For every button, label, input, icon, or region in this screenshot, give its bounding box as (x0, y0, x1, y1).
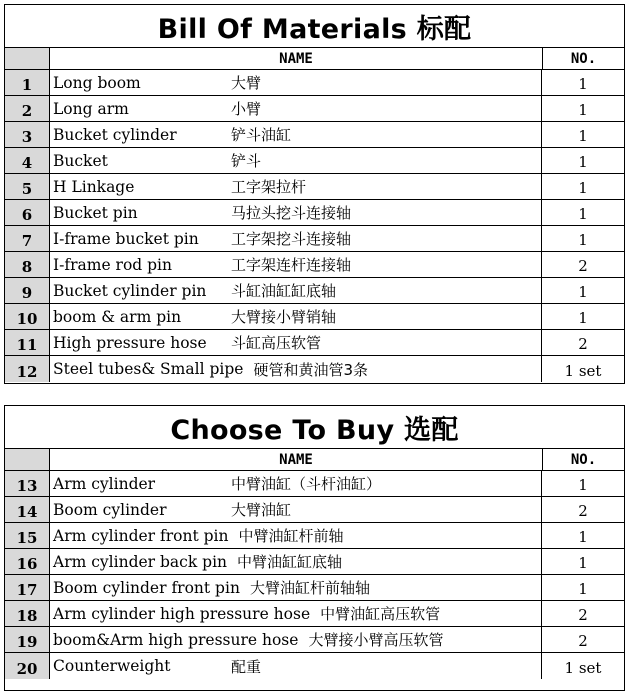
table-row (5, 471, 624, 497)
row-number: 18 (5, 601, 50, 626)
item-name-en: Counterweight (53, 657, 171, 675)
item-quantity: 1 (578, 127, 588, 145)
item-quantity: 1 (578, 101, 588, 119)
item-quantity: 1 set (564, 659, 602, 677)
choose-to-buy-table (4, 405, 625, 691)
item-quantity: 1 (578, 153, 588, 171)
item-name-en: boom&Arm high pressure hose (53, 630, 299, 649)
item-quantity: 1 (578, 554, 588, 572)
item-name-en: Arm cylinder high pressure hose (53, 604, 311, 623)
row-number: 10 (5, 304, 50, 329)
item-name (50, 523, 542, 548)
table-row (5, 523, 624, 549)
item-quantity: 2 (578, 335, 588, 353)
table-row (5, 497, 624, 523)
row-number: 11 (5, 330, 50, 355)
item-name-cn: 中臂油缸杆前轴 (238, 527, 344, 545)
row-number: 8 (5, 252, 50, 277)
item-name (50, 471, 542, 496)
item-name (50, 653, 542, 679)
table-row (5, 70, 624, 96)
table-row (5, 653, 624, 679)
table-row (5, 226, 624, 252)
item-name-en: Arm cylinder (53, 474, 156, 493)
item-name-cn: 大臂油缸 (231, 501, 292, 519)
item-name-cn: 中臂油缸（斗杆油缸） (231, 475, 382, 493)
item-name-cn: 斗缸油缸缸底轴 (231, 282, 337, 300)
item-name-en: Bucket cylinder pin (53, 281, 207, 300)
ctb-header-row (5, 449, 624, 471)
item-name-en: Boom cylinder (53, 500, 167, 519)
item-name-cn: 中臂油缸高压软管 (320, 605, 441, 623)
item-quantity: 1 (578, 205, 588, 223)
table-row (5, 96, 624, 122)
row-number: 13 (5, 471, 50, 496)
item-name (50, 70, 542, 95)
row-number: 9 (5, 278, 50, 303)
item-quantity: 1 (578, 283, 588, 301)
item-quantity: 2 (578, 502, 588, 520)
bom-title: Bill Of Materials 标配 (5, 5, 624, 48)
bom-rows (5, 70, 624, 382)
ctb-title: Choose To Buy 选配 (5, 406, 624, 449)
row-number: 16 (5, 549, 50, 574)
item-name-cn: 铲斗 (231, 152, 262, 170)
row-number: 7 (5, 226, 50, 251)
item-name-en: Bucket cylinder (53, 125, 177, 144)
item-name (50, 226, 542, 251)
row-number: 2 (5, 96, 50, 121)
item-name-cn: 工字架拉杆 (231, 178, 307, 196)
item-name-en: Long boom (53, 73, 141, 92)
table-row (5, 356, 624, 382)
row-number: 15 (5, 523, 50, 548)
item-name (50, 497, 542, 522)
item-name (50, 356, 542, 382)
item-name-en: Long arm (53, 99, 129, 118)
item-name-cn: 工字架连杆连接轴 (231, 256, 352, 274)
item-name-en: boom & arm pin (53, 307, 182, 326)
row-number: 6 (5, 200, 50, 225)
bom-header-name: NAME (50, 48, 543, 69)
item-name-cn: 斗缸高压软管 (231, 334, 322, 352)
item-name-cn: 大臂油缸杆前轴轴 (249, 579, 370, 597)
item-name (50, 252, 542, 277)
item-quantity: 2 (578, 257, 588, 275)
table-row (5, 148, 624, 174)
item-quantity: 2 (578, 632, 588, 650)
item-name-cn: 大臂 (231, 74, 262, 92)
item-name (50, 278, 542, 303)
item-name-cn: 小臂 (231, 100, 262, 118)
item-quantity: 1 (578, 476, 588, 494)
ctb-header-num-cell (5, 449, 50, 470)
item-quantity: 2 (578, 606, 588, 624)
item-name-cn: 硬管和黄油管3条 (253, 360, 368, 379)
item-name-cn: 配重 (231, 657, 262, 676)
item-quantity: 1 (578, 528, 588, 546)
bom-header-num-cell (5, 48, 50, 69)
item-name (50, 148, 542, 173)
table-row (5, 200, 624, 226)
item-name-en: Arm cylinder front pin (53, 526, 229, 545)
item-name (50, 601, 542, 626)
table-row (5, 278, 624, 304)
ctb-rows (5, 471, 624, 679)
row-number: 5 (5, 174, 50, 199)
item-name (50, 174, 542, 199)
row-number: 4 (5, 148, 50, 173)
item-name (50, 122, 542, 147)
table-row (5, 549, 624, 575)
bill-of-materials-table (4, 4, 625, 384)
item-name-cn: 中臂油缸缸底轴 (237, 553, 343, 571)
table-row (5, 122, 624, 148)
row-number: 20 (5, 653, 50, 679)
table-row (5, 601, 624, 627)
table-row (5, 304, 624, 330)
bom-header-row (5, 48, 624, 70)
row-number: 3 (5, 122, 50, 147)
ctb-header-no: NO. (570, 451, 597, 468)
item-name-cn: 马拉头挖斗连接轴 (231, 204, 352, 222)
item-name-en: I-frame bucket pin (53, 229, 199, 248)
row-number: 12 (5, 356, 50, 382)
item-name-en: Bucket (53, 151, 108, 170)
item-name-en: Arm cylinder back pin (53, 552, 228, 571)
item-name (50, 96, 542, 121)
item-name-cn: 铲斗油缸 (231, 126, 292, 144)
table-row (5, 575, 624, 601)
item-name-en: High pressure hose (53, 333, 207, 352)
item-name (50, 304, 542, 329)
item-name-en: Bucket pin (53, 203, 138, 222)
item-quantity: 1 (578, 179, 588, 197)
row-number: 17 (5, 575, 50, 600)
item-name (50, 575, 542, 600)
item-quantity: 1 (578, 231, 588, 249)
item-name-en: Boom cylinder front pin (53, 578, 240, 597)
item-name (50, 330, 542, 355)
item-quantity: 1 (578, 309, 588, 327)
table-row (5, 330, 624, 356)
row-number: 14 (5, 497, 50, 522)
row-number: 1 (5, 70, 50, 95)
item-quantity: 1 set (564, 362, 602, 380)
row-number: 19 (5, 627, 50, 652)
table-row (5, 252, 624, 278)
item-name-cn: 大臂接小臂高压软管 (308, 631, 444, 649)
item-name (50, 200, 542, 225)
item-name-cn: 大臂接小臂销轴 (231, 308, 337, 326)
bom-header-no: NO. (570, 50, 597, 67)
item-name (50, 549, 542, 574)
item-name-en: H Linkage (53, 177, 135, 196)
item-quantity: 1 (578, 75, 588, 93)
ctb-header-name: NAME (50, 449, 543, 470)
item-name-en: I-frame rod pin (53, 255, 172, 274)
item-quantity: 1 (578, 580, 588, 598)
item-name (50, 627, 542, 652)
item-name-en: Steel tubes& Small pipe (53, 360, 244, 378)
item-name-cn: 工字架挖斗连接轴 (231, 230, 352, 248)
table-row (5, 627, 624, 653)
table-row (5, 174, 624, 200)
